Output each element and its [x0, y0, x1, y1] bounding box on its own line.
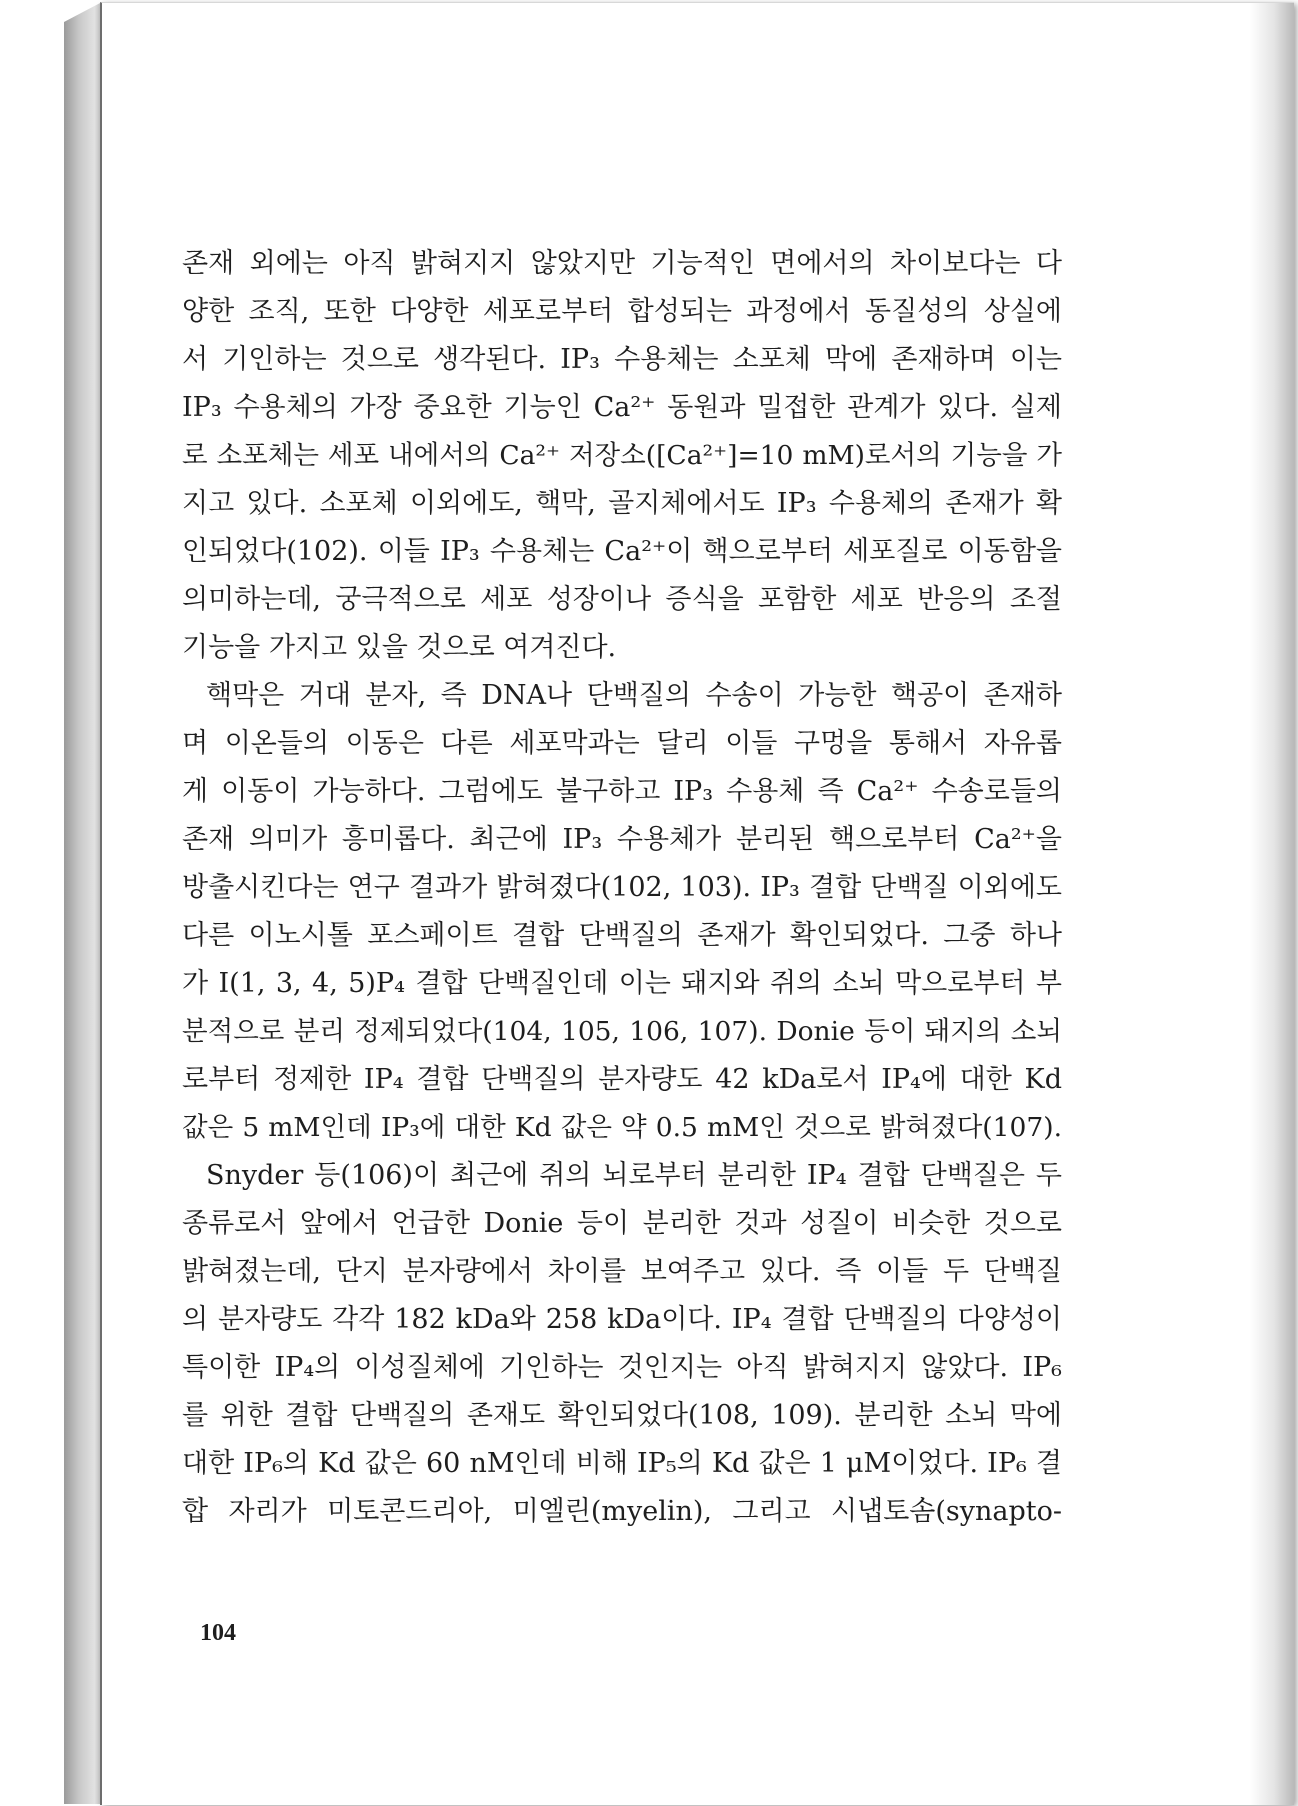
text-line: 다른 이노시톨 포스페이트 결합 단백질의 존재가 확인되었다. 그중 하나 — [182, 920, 1062, 951]
text-line: Snyder 등(106)이 최근에 쥐의 뇌로부터 분리한 IP₄ 결합 단백질은 두 — [206, 1160, 1062, 1191]
text-line: 방출시킨다는 연구 결과가 밝혀졌다(102, 103). IP₃ 결합 단백질 이외에도 — [182, 872, 1062, 903]
text-line: 를 위한 결합 단백질의 존재도 확인되었다(108, 109). 분리한 소뇌 막에 — [182, 1400, 1062, 1431]
text-line: 종류로서 앞에서 언급한 Donie 등이 분리한 것과 성질이 비슷한 것으로 — [182, 1208, 1062, 1239]
text-line: 핵막은 거대 분자, 즉 DNA나 단백질의 수송이 가능한 핵공이 존재하 — [206, 680, 1062, 711]
text-line: 며 이온들의 이동은 다른 세포막과는 달리 이들 구멍을 통해서 자유롭 — [182, 728, 1062, 759]
text-line: 의 분자량도 각각 182 kDa와 258 kDa이다. IP₄ 결합 단백질의 다양성이 — [182, 1304, 1062, 1335]
text-line: 로 소포체는 세포 내에서의 Ca²⁺ 저장소([Ca²⁺]=10 mM)로서의 기능을 가 — [182, 440, 1062, 471]
text-line: 양한 조직, 또한 다양한 세포로부터 합성되는 과정에서 동질성의 상실에 — [182, 296, 1062, 327]
text-line: IP₃ 수용체의 가장 중요한 기능인 Ca²⁺ 동원과 밀접한 관계가 있다. 실제 — [182, 392, 1062, 423]
page-number: 104 — [200, 1620, 236, 1646]
text-line: 값은 5 mM인데 IP₃에 대한 Kd 값은 약 0.5 mM인 것으로 밝혀졌다(107). — [182, 1112, 1062, 1143]
body-text — [182, 240, 1062, 1536]
text-line: 서 기인하는 것으로 생각된다. IP₃ 수용체는 소포체 막에 존재하며 이는 — [182, 344, 1062, 375]
text-line: 대한 IP₆의 Kd 값은 60 nM인데 비해 IP₅의 Kd 값은 1 μM이었다. IP₆ 결 — [182, 1448, 1062, 1479]
text-line: 가 I(1, 3, 4, 5)P₄ 결합 단백질인데 이는 돼지와 쥐의 소뇌 막으로부터 부 — [182, 968, 1062, 999]
book-page-edges — [64, 2, 102, 1804]
text-line: 게 이동이 가능하다. 그럼에도 불구하고 IP₃ 수용체 즉 Ca²⁺ 수송로들의 — [182, 776, 1062, 807]
text-line: 로부터 정제한 IP₄ 결합 단백질의 분자량도 42 kDa로서 IP₄에 대한 Kd — [182, 1064, 1062, 1095]
text-line: 밝혀졌는데, 단지 분자량에서 차이를 보여주고 있다. 즉 이들 두 단백질 — [182, 1256, 1062, 1287]
text-line: 특이한 IP₄의 이성질체에 기인하는 것인지는 아직 밝혀지지 않았다. IP₆ — [182, 1352, 1062, 1383]
text-line: 존재 의미가 흥미롭다. 최근에 IP₃ 수용체가 분리된 핵으로부터 Ca²⁺을 — [182, 824, 1062, 855]
text-line: 분적으로 분리 정제되었다(104, 105, 106, 107). Donie 등이 돼지의 소뇌 — [182, 1016, 1062, 1047]
text-line: 기능을 가지고 있을 것으로 여겨진다. — [182, 632, 617, 663]
text-line: 의미하는데, 궁극적으로 세포 성장이나 증식을 포함한 세포 반응의 조절 — [182, 584, 1062, 615]
text-line: 지고 있다. 소포체 이외에도, 핵막, 골지체에서도 IP₃ 수용체의 존재가 확 — [182, 488, 1062, 519]
text-line: 인되었다(102). 이들 IP₃ 수용체는 Ca²⁺이 핵으로부터 세포질로 이동함을 — [182, 536, 1062, 567]
text-line: 존재 외에는 아직 밝혀지지 않았지만 기능적인 면에서의 차이보다는 다 — [182, 248, 1062, 279]
page-curl-shadow — [1250, 3, 1294, 1805]
text-line: 합 자리가 미토콘드리아, 미엘린(myelin), 그리고 시냅토솜(synapto- — [182, 1496, 1062, 1527]
